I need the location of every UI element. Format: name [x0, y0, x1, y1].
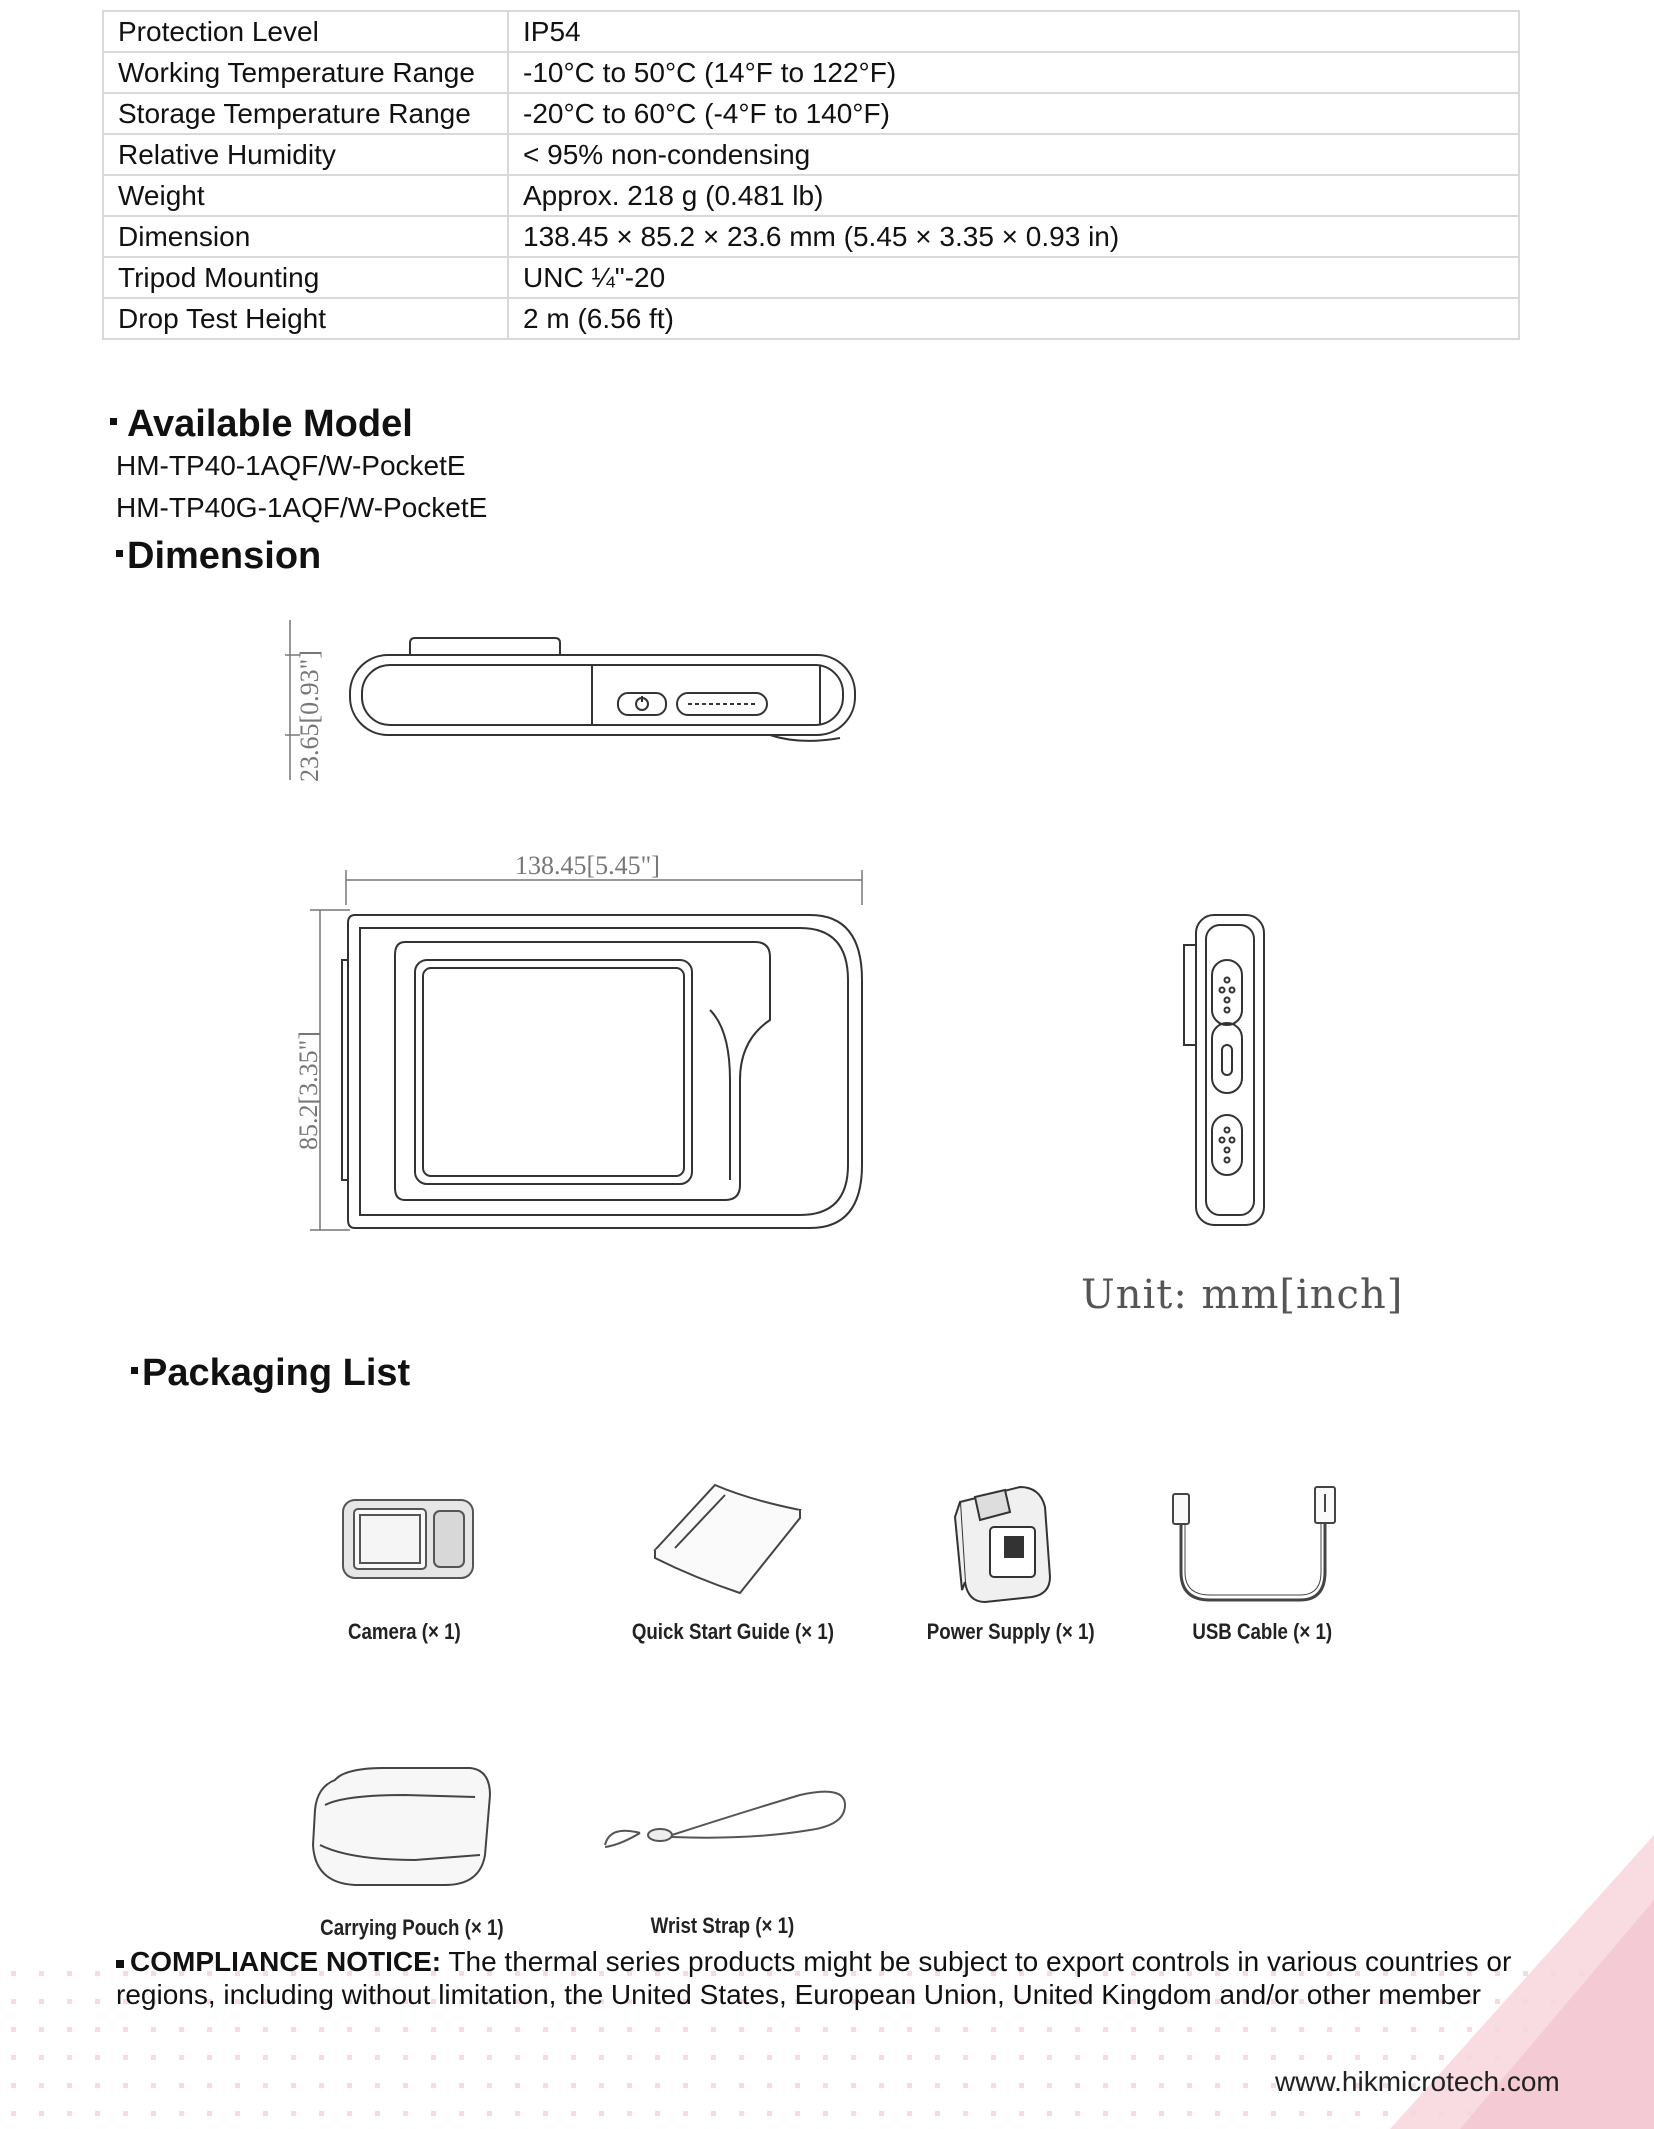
model-name: HM-TP40-1AQF/W-PocketE [116, 450, 466, 481]
pouch-icon [305, 1765, 495, 1890]
usb-cable-icon [1165, 1482, 1345, 1607]
spec-value: 2 m (6.56 ft) [508, 298, 1519, 339]
booklet-icon [650, 1480, 805, 1600]
dimension-heading: Dimension [116, 535, 321, 578]
model-name: HM-TP40G-1AQF/W-PocketE [116, 492, 488, 523]
bullet-square-icon [116, 550, 123, 557]
spec-value: 138.45 × 85.2 × 23.6 mm (5.45 × 3.35 × 0.93 in) [508, 216, 1519, 257]
unit-label: Unit: mm[inch] [1081, 1272, 1404, 1318]
compliance-label: COMPLIANCE NOTICE: [130, 1946, 442, 1977]
spec-label: Dimension [103, 216, 508, 257]
bullet-square-icon [110, 418, 117, 425]
spec-label: Protection Level [103, 11, 508, 52]
spec-row [103, 257, 1519, 298]
packaging-list-heading: Packaging List [131, 1352, 410, 1395]
spec-row [103, 11, 1519, 52]
spec-value: -20°C to 60°C (-4°F to 140°F) [508, 93, 1519, 134]
spec-value: Approx. 218 g (0.481 lb) [508, 175, 1519, 216]
compliance-text: The thermal series products might be subject to export controls in various countries or regions, including without limitation, the United States, European Union, United Kingdom and/or other member [116, 1946, 1512, 2010]
spec-label: Weight [103, 175, 508, 216]
side-view-drawing [1170, 905, 1280, 1235]
spec-label: Drop Test Height [103, 298, 508, 339]
spec-value: UNC ¼"-20 [508, 257, 1519, 298]
wrist-strap-icon [600, 1785, 850, 1865]
camera-icon [340, 1497, 480, 1582]
spec-value: -10°C to 50°C (14°F to 122°F) [508, 52, 1519, 93]
spec-row [103, 216, 1519, 257]
packaging-item-label: Camera (× 1) [347, 1619, 461, 1644]
width-dimension-label: 138.45[5.45"] [515, 851, 660, 880]
packaging-item-label: Power Supply (× 1) [926, 1619, 1095, 1644]
spec-row [103, 134, 1519, 175]
spec-label: Storage Temperature Range [103, 93, 508, 134]
packaging-item-label: Carrying Pouch (× 1) [320, 1915, 504, 1940]
available-model-heading: Available Model [110, 403, 413, 446]
packaging-item-label: Wrist Strap (× 1) [650, 1913, 795, 1938]
bullet-square-icon [131, 1367, 138, 1374]
top-view-drawing [280, 610, 880, 790]
spec-label: Working Temperature Range [103, 52, 508, 93]
spec-row [103, 52, 1519, 93]
height-dimension-label: 85.2[3.35"] [294, 1031, 323, 1150]
packaging-item-label: USB Cable (× 1) [1192, 1619, 1333, 1644]
spec-value: IP54 [508, 11, 1519, 52]
spec-row [103, 93, 1519, 134]
spec-table [102, 10, 1520, 340]
compliance-notice [116, 1945, 1536, 2011]
footer-url[interactable]: www.hikmicrotech.com [1275, 2066, 1560, 2097]
spec-row [103, 298, 1519, 339]
front-view-drawing [290, 850, 880, 1240]
spec-row [103, 175, 1519, 216]
bullet-square-icon [116, 1960, 124, 1968]
power-adapter-icon [950, 1482, 1060, 1607]
spec-label: Relative Humidity [103, 134, 508, 175]
thickness-dimension-label: 23.65[0.93"] [295, 650, 324, 782]
spec-label: Tripod Mounting [103, 257, 508, 298]
spec-value: < 95% non-condensing [508, 134, 1519, 175]
packaging-item-label: Quick Start Guide (× 1) [631, 1619, 834, 1644]
